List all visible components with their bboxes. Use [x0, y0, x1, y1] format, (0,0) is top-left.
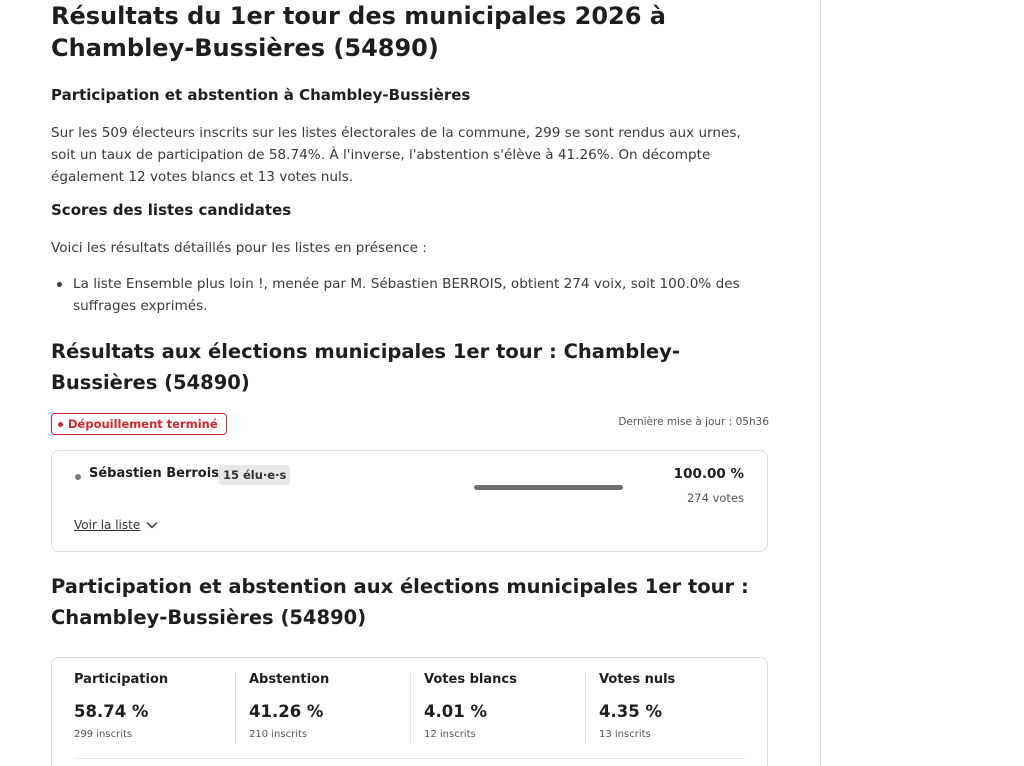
right-column-divider [820, 0, 821, 766]
list-item [51, 273, 767, 317]
candidate-name: Sébastien Berrois [89, 466, 219, 481]
scores-heading: Scores des listes candidates [51, 201, 292, 219]
status-badge [51, 413, 227, 435]
stat-value: 58.74 % [74, 702, 149, 721]
stat-label: Abstention [249, 672, 330, 687]
status-badge-label: Dépouillement terminé [68, 417, 218, 431]
view-list-label: Voir la liste [74, 518, 141, 532]
chevron-down-icon [146, 521, 158, 529]
candidate-lists [51, 273, 767, 317]
participation-heading: Participation et abstention à Chambley-Bussières [51, 86, 471, 104]
last-update: Dernière mise à jour : 05h36 [618, 416, 769, 428]
vote-share-fill [474, 485, 623, 490]
stat-abstention [227, 658, 383, 758]
list-item-text: La liste Ensemble plus loin !, menée par M. Sébastien BERROIS, obtient 274 voix, soit 100.0% des suffrages exprimés. [73, 276, 740, 314]
bullet-icon [57, 282, 62, 287]
stat-participation [52, 658, 208, 758]
stat-sub: 299 inscrits [74, 729, 133, 740]
status-dot-icon [58, 422, 63, 427]
stat-label: Votes nuls [599, 672, 676, 687]
candidate-votes: 274 votes [686, 491, 744, 505]
vote-share-bar [474, 485, 623, 490]
participation-widget-heading: Participation et abstention aux élections municipales 1er tour : Chambley-Bussières (54890) [51, 575, 749, 629]
stat-sub: 12 inscrits [424, 729, 476, 740]
stat-value: 4.35 % [599, 702, 662, 721]
stat-value: 41.26 % [249, 702, 324, 721]
stat-blank-votes [402, 658, 558, 758]
view-list-link[interactable] [74, 518, 158, 532]
elected-badge: 15 élu·e·s [219, 465, 290, 485]
stat-null-votes [577, 658, 733, 758]
stat-label: Participation [74, 672, 169, 687]
stat-sub: 13 inscrits [599, 729, 651, 740]
stat-label: Votes blancs [424, 672, 517, 687]
candidate-result-card [51, 450, 768, 552]
participation-text: Sur les 509 électeurs inscrits sur les listes électorales de la commune, 299 se sont rendus aux urnes, soit un taux de participation de 58.74%. À l'inverse, l'abstention s'élève à 41.26%. On décompte également 12 votes blancs et 13 votes nuls. [51, 125, 741, 185]
page-title: Résultats du 1er tour des municipales 2026 à Chambley-Bussières (54890) [51, 2, 666, 62]
stat-sub: 210 inscrits [249, 729, 308, 740]
stats-divider [74, 758, 745, 759]
stat-value: 4.01 % [424, 702, 487, 721]
participation-stats-card [51, 657, 768, 766]
candidate-color-dot-icon [75, 474, 81, 480]
results-heading: Résultats aux élections municipales 1er tour : Chambley-Bussières (54890) [51, 340, 680, 394]
candidate-percentage: 100.00 % [673, 466, 744, 482]
scores-intro: Voici les résultats détaillés pour les listes en présence : [51, 240, 427, 256]
